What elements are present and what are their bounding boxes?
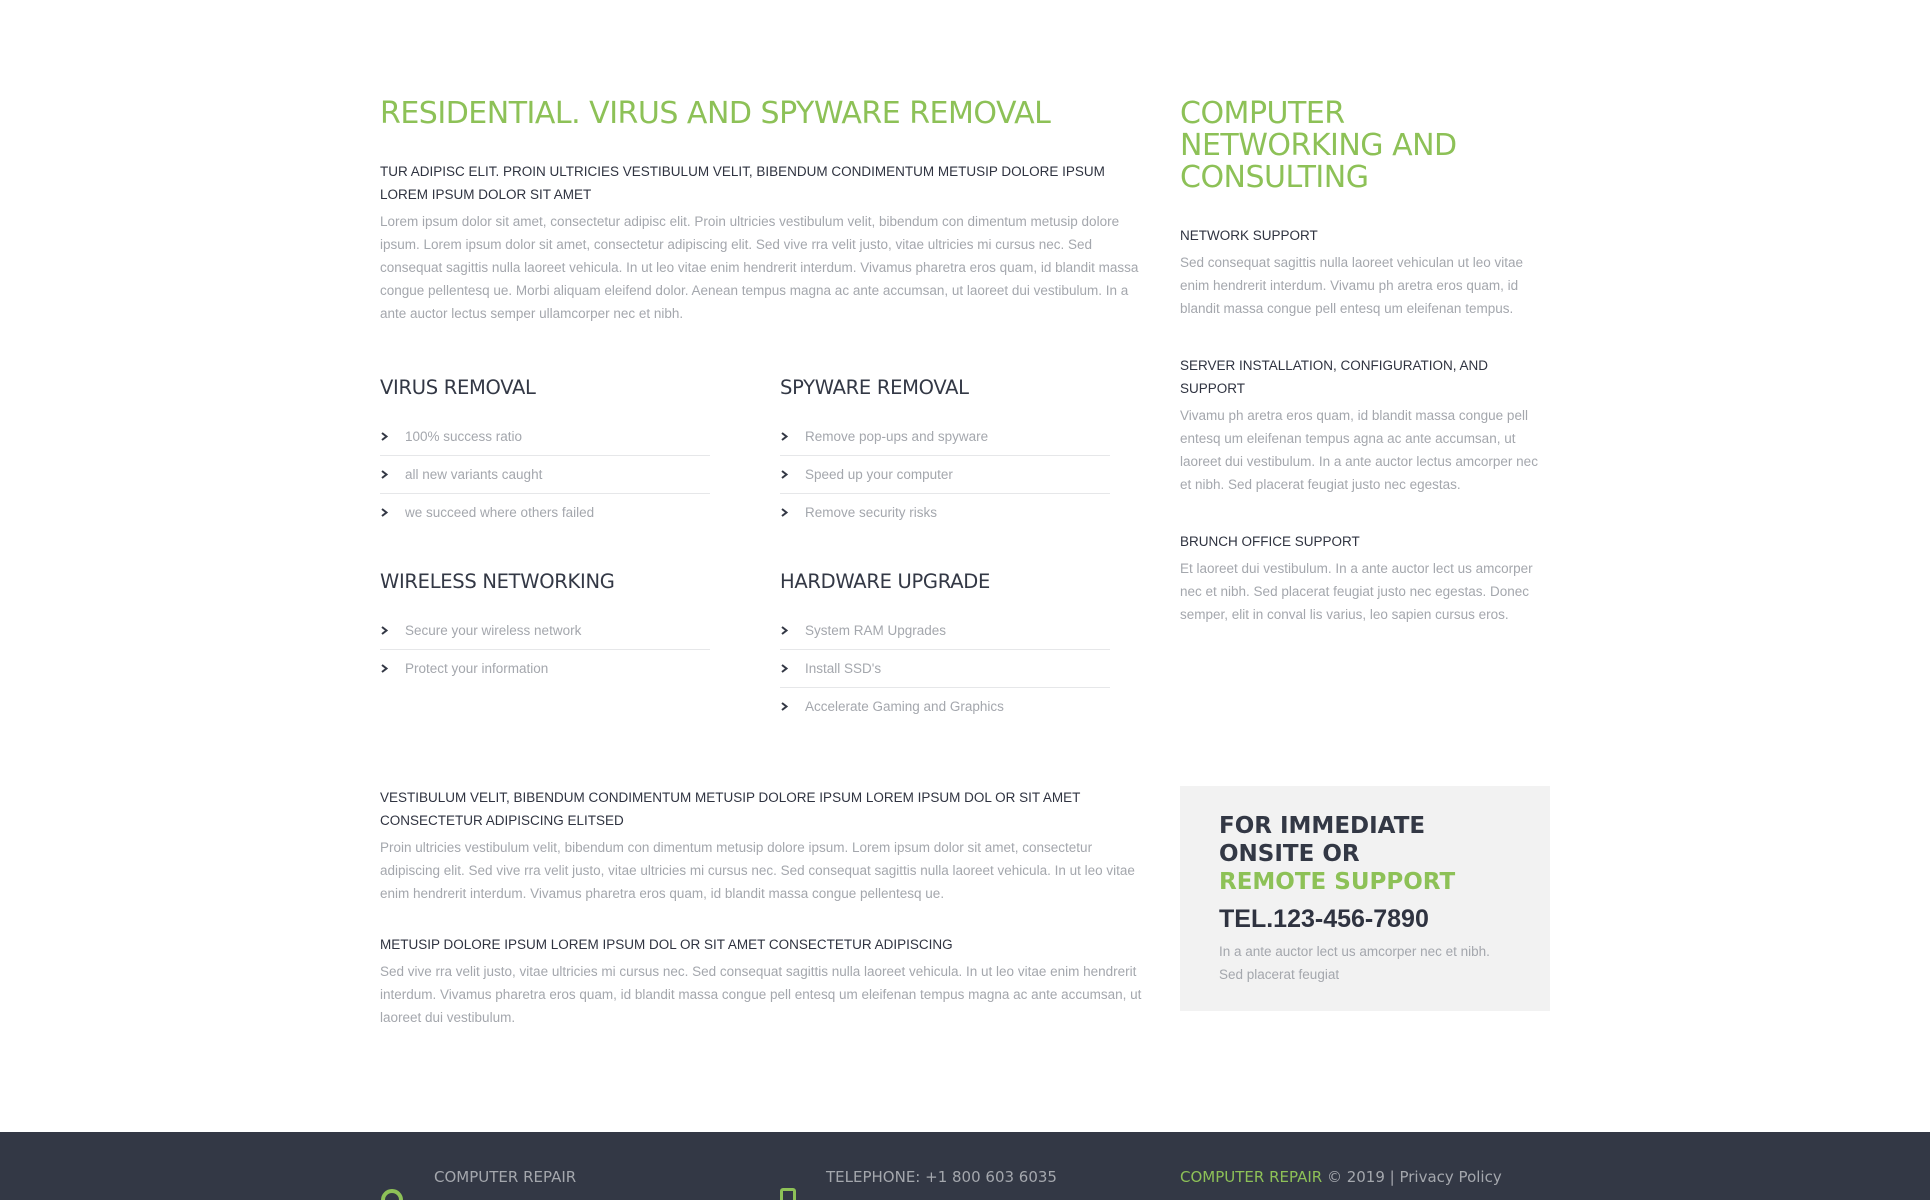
features-grid (380, 376, 1145, 736)
feature-hardware-upgrade (780, 570, 1110, 725)
support-phone[interactable]: TEL.123-456-7890 (1219, 905, 1429, 933)
feature-list (780, 612, 1110, 725)
list-item-label: all new variants caught (405, 467, 543, 482)
service-body: Vivamu ph aretra eros quam, id blandit massa congue pell entesq um eleifenan tempus agna ac ante accumsan, ut laoreet dui vestibulum. In a ante auctor lectus amcorper nec et nibh. Sed placerat feugiat justo nec egestas. (1180, 408, 1538, 492)
bottom-body-1: Proin ultricies vestibulum velit, bibendum con dimentum metusip dolore ipsum. Lorem ipsum dolor sit amet, consectetur adipiscing elit. Sed vive rra velit justo, vitae ultricies mi cursus nec. Sed consequat sagittis nulla laoreet vehicula. In ut leo vitae enim hendrerit interdum. Vivamus pharetra eros quam, id blandit massa congue pellentesq ue. (380, 840, 1135, 901)
list-item-label: Accelerate Gaming and Graphics (805, 699, 1004, 714)
feature-title: VIRUS REMOVAL (380, 376, 536, 399)
list-item (780, 688, 1110, 725)
service-server-installation (1180, 354, 1550, 496)
feature-list (380, 612, 710, 687)
chevron-right-icon (780, 664, 789, 673)
footer-brand-link[interactable]: COMPUTER REPAIR (1180, 1168, 1323, 1186)
support-note: In a ante auctor lect us amcorper nec et nibh. Sed placerat feugiat (1219, 944, 1490, 982)
list-item (780, 456, 1110, 494)
list-item-label: Secure your wireless network (405, 623, 582, 638)
list-item-label: Remove pop-ups and spyware (805, 429, 989, 444)
chevron-right-icon (380, 508, 389, 517)
list-item-label: Protect your information (405, 661, 549, 676)
list-item-label: Install SSD's (805, 661, 882, 676)
feature-title: WIRELESS NETWORKING (380, 570, 615, 593)
support-heading: FOR IMMEDIATE ONSITE OR (1219, 813, 1426, 867)
service-body: Sed consequat sagittis nulla laoreet vehiculan ut leo vitae enim hendrerit interdum. Vivamu ph aretra eros quam, id blandit massa congue pell entesq um eleifenan tempus. (1180, 255, 1523, 316)
feature-list (780, 418, 1110, 531)
list-item (780, 418, 1110, 456)
residential-lead: TUR ADIPISC ELIT. PROIN ULTRICIES VESTIBULUM VELIT, BIBENDUM CONDIMENTUM METUSIP DOLORE IPSUM LOREM IPSUM DOLOR SIT AMET (380, 164, 1105, 202)
service-network-support (1180, 224, 1550, 320)
bottom-body-2: Sed vive rra velit justo, vitae ultricies mi cursus nec. Sed consequat sagittis nulla laoreet vehicula. In ut leo vitae enim hendrerit interdum. Vivamus pharetra eros quam, id blandit massa congue pell entesq um eleifenan tempus magna ac ante accumsan, ut laoreet dui vestibulum. (380, 964, 1142, 1025)
list-item-label: Remove security risks (805, 505, 938, 520)
bottom-lead-2: METUSIP DOLORE IPSUM LOREM IPSUM DOL OR SIT AMET CONSECTETUR ADIPISCING (380, 937, 953, 952)
service-title: NETWORK SUPPORT (1180, 228, 1318, 243)
service-brunch-office (1180, 530, 1550, 626)
list-item (380, 456, 710, 494)
support-box (1180, 786, 1550, 1011)
chevron-right-icon (780, 626, 789, 635)
feature-list (380, 418, 710, 531)
footer-telephone[interactable]: TELEPHONE: +1 800 603 6035 (826, 1168, 1057, 1186)
chevron-right-icon (780, 432, 789, 441)
footer-legal[interactable]: © 2019 | Privacy Policy (1326, 1168, 1502, 1186)
list-item (780, 612, 1110, 650)
chevron-right-icon (380, 432, 389, 441)
chevron-right-icon (380, 470, 389, 479)
feature-wireless-networking (380, 570, 710, 687)
feature-spyware-removal (780, 376, 1110, 531)
footer (0, 1132, 1930, 1200)
feature-virus-removal (380, 376, 710, 531)
footer-copyright (1180, 1168, 1502, 1186)
residential-section (380, 96, 1145, 1025)
list-item (780, 494, 1110, 531)
chevron-right-icon (780, 508, 789, 517)
list-item-label: 100% success ratio (405, 429, 523, 444)
support-subheading: REMOTE SUPPORT (1219, 869, 1456, 895)
networking-section (1180, 98, 1550, 626)
feature-title: HARDWARE UPGRADE (780, 570, 990, 593)
service-title: SERVER INSTALLATION, CONFIGURATION, AND SUPPORT (1180, 358, 1489, 396)
service-body: Et laoreet dui vestibulum. In a ante auctor lect us amcorper nec et nibh. Sed placerat feugiat justo nec egestas. Donec semper, elit in conval lis varius, leo sapien cursus eros. (1180, 561, 1533, 622)
residential-title: RESIDENTIAL. VIRUS AND SPYWARE REMOVAL (380, 96, 1051, 131)
list-item (380, 418, 710, 456)
feature-title: SPYWARE REMOVAL (780, 376, 969, 399)
chevron-right-icon (780, 470, 789, 479)
list-item (380, 650, 710, 687)
list-item-label: we succeed where others failed (405, 505, 595, 520)
residential-body: Lorem ipsum dolor sit amet, consectetur adipisc elit. Proin ultricies vestibulum velit, bibendum con dimentum metusip dolore ipsum. Lorem ipsum dolor sit amet, consectetur adipiscing elit. Sed vive rra velit justo, vitae ultricies mi cursus nec. Sed consequat sagittis nulla laoreet vehicula. In ut leo vitae enim hendrerit interdum. Vivamus pharetra eros quam, id blandit massa congue pellentesq ue. Morbi aliquam eleifend dolor. Aenean tempus magna ac ante accumsan, ut laoreet dui vestibulum. In a ante auctor lectus semper ullamcorper nec et nibh. (380, 214, 1139, 321)
list-item-label: Speed up your computer (805, 467, 953, 482)
footer-location: COMPUTER REPAIR (434, 1168, 577, 1186)
list-item (780, 650, 1110, 688)
phone-icon (780, 1188, 796, 1200)
service-title: BRUNCH OFFICE SUPPORT (1180, 534, 1360, 549)
bottom-lead-1: VESTIBULUM VELIT, BIBENDUM CONDIMENTUM METUSIP DOLORE IPSUM LOREM IPSUM DOL OR SIT AMET CONSECTETUR ADIPISCING ELITSED (380, 790, 1081, 828)
list-item (380, 494, 710, 531)
list-item (380, 612, 710, 650)
chevron-right-icon (380, 664, 389, 673)
chevron-right-icon (780, 702, 789, 711)
map-pin-icon (380, 1188, 404, 1200)
list-item-label: System RAM Upgrades (805, 623, 947, 638)
bottom-text-section (380, 786, 1145, 1029)
networking-title: COMPUTER NETWORKING AND CONSULTING (1180, 96, 1457, 195)
chevron-right-icon (380, 626, 389, 635)
